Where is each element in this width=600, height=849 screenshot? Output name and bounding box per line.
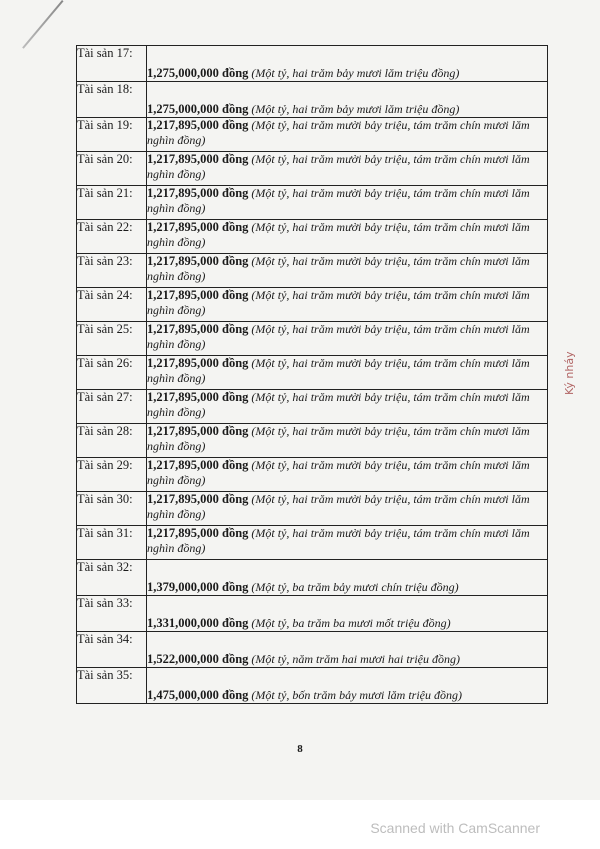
asset-label: Tài sản 21: — [77, 186, 147, 220]
asset-label: Tài sản 18: — [77, 82, 147, 118]
asset-amount: 1,217,895,000 đồng — [147, 186, 249, 200]
asset-amount: 1,331,000,000 đồng — [147, 616, 249, 630]
table-row — [77, 322, 548, 356]
margin-signature: Ký nháy — [563, 351, 576, 395]
table-row — [77, 220, 548, 254]
asset-label: Tài sản 32: — [77, 560, 147, 596]
asset-amount: 1,217,895,000 đồng — [147, 254, 249, 268]
asset-label: Tài sản 27: — [77, 390, 147, 424]
asset-amount-in-words: (Một tỷ, ba trăm ba mươi mốt triệu đồng) — [251, 616, 451, 630]
asset-label: Tài sản 22: — [77, 220, 147, 254]
asset-label: Tài sản 28: — [77, 424, 147, 458]
asset-label: Tài sản 34: — [77, 632, 147, 668]
asset-value — [147, 596, 548, 632]
asset-label: Tài sản 31: — [77, 526, 147, 560]
asset-value — [147, 492, 548, 526]
asset-value — [147, 254, 548, 288]
asset-label: Tài sản 26: — [77, 356, 147, 390]
table-row — [77, 526, 548, 560]
table-row — [77, 186, 548, 220]
asset-value — [147, 390, 548, 424]
asset-value — [147, 632, 548, 668]
table-row — [77, 596, 548, 632]
asset-amount-in-words: (Một tỷ, bốn trăm bảy mươi lăm triệu đồng) — [251, 688, 462, 702]
asset-label: Tài sản 20: — [77, 152, 147, 186]
asset-value — [147, 322, 548, 356]
table-row — [77, 152, 548, 186]
asset-amount: 1,217,895,000 đồng — [147, 492, 249, 506]
table-row — [77, 424, 548, 458]
asset-amount-in-words: (Một tỷ, hai trăm mười bảy triệu, tám trăm chín mươi lăm nghìn đồng) — [147, 526, 530, 555]
asset-amount: 1,217,895,000 đồng — [147, 152, 249, 166]
asset-amount-in-words: (Một tỷ, hai trăm mười bảy triệu, tám trăm chín mươi lăm nghìn đồng) — [147, 492, 530, 521]
asset-amount-in-words: (Một tỷ, hai trăm mười bảy triệu, tám trăm chín mươi lăm nghìn đồng) — [147, 220, 530, 249]
table-row — [77, 492, 548, 526]
table-row — [77, 356, 548, 390]
asset-value — [147, 220, 548, 254]
asset-amount-in-words: (Một tỷ, hai trăm mười bảy triệu, tám trăm chín mươi lăm nghìn đồng) — [147, 356, 530, 385]
asset-amount-in-words: (Một tỷ, hai trăm mười bảy triệu, tám trăm chín mươi lăm nghìn đồng) — [147, 322, 530, 351]
asset-amount: 1,475,000,000 đồng — [147, 688, 249, 702]
page-number: 8 — [297, 743, 303, 755]
asset-amount-in-words: (Một tỷ, hai trăm mười bảy triệu, tám trăm chín mươi lăm nghìn đồng) — [147, 288, 530, 317]
asset-amount: 1,217,895,000 đồng — [147, 118, 249, 132]
asset-value — [147, 118, 548, 152]
asset-value — [147, 356, 548, 390]
asset-amount: 1,217,895,000 đồng — [147, 458, 249, 472]
asset-amount: 1,217,895,000 đồng — [147, 288, 249, 302]
asset-value — [147, 526, 548, 560]
asset-amount: 1,217,895,000 đồng — [147, 356, 249, 370]
asset-label: Tài sản 33: — [77, 596, 147, 632]
table-row — [77, 46, 548, 82]
asset-amount: 1,379,000,000 đồng — [147, 580, 249, 594]
asset-amount: 1,217,895,000 đồng — [147, 220, 249, 234]
asset-value — [147, 46, 548, 82]
table-row — [77, 560, 548, 596]
asset-amount-in-words: (Một tỷ, hai trăm mười bảy triệu, tám trăm chín mươi lăm nghìn đồng) — [147, 458, 530, 487]
asset-label: Tài sản 17: — [77, 46, 147, 82]
asset-value — [147, 288, 548, 322]
asset-label: Tài sản 23: — [77, 254, 147, 288]
asset-label: Tài sản 29: — [77, 458, 147, 492]
asset-amount: 1,217,895,000 đồng — [147, 322, 249, 336]
table-row — [77, 390, 548, 424]
asset-label: Tài sản 30: — [77, 492, 147, 526]
asset-amount-in-words: (Một tỷ, hai trăm mười bảy triệu, tám trăm chín mươi lăm nghìn đồng) — [147, 118, 530, 147]
asset-amount-in-words: (Một tỷ, hai trăm mười bảy triệu, tám trăm chín mươi lăm nghìn đồng) — [147, 390, 530, 419]
asset-amount-in-words: (Một tỷ, hai trăm mười bảy triệu, tám trăm chín mươi lăm nghìn đồng) — [147, 152, 530, 181]
paper-fold-mark — [22, 0, 63, 49]
asset-value — [147, 458, 548, 492]
asset-value — [147, 560, 548, 596]
asset-amount-in-words: (Một tỷ, hai trăm mười bảy triệu, tám trăm chín mươi lăm nghìn đồng) — [147, 254, 530, 283]
asset-label: Tài sản 19: — [77, 118, 147, 152]
table-row — [77, 668, 548, 704]
asset-amount-in-words: (Một tỷ, hai trăm bảy mươi lăm triệu đồng) — [251, 102, 460, 116]
asset-amount-in-words: (Một tỷ, hai trăm bảy mươi lăm triệu đồng) — [251, 66, 460, 80]
asset-amount: 1,217,895,000 đồng — [147, 424, 249, 438]
table-row — [77, 118, 548, 152]
asset-amount-in-words: (Một tỷ, hai trăm mười bảy triệu, tám trăm chín mươi lăm nghìn đồng) — [147, 186, 530, 215]
asset-label: Tài sản 25: — [77, 322, 147, 356]
asset-value — [147, 668, 548, 704]
asset-label: Tài sản 24: — [77, 288, 147, 322]
asset-value — [147, 82, 548, 118]
asset-amount: 1,275,000,000 đồng — [147, 66, 249, 80]
asset-price-table — [76, 45, 548, 704]
asset-amount: 1,217,895,000 đồng — [147, 526, 249, 540]
asset-amount-in-words: (Một tỷ, ba trăm bảy mươi chín triệu đồng) — [251, 580, 459, 594]
asset-amount-in-words: (Một tỷ, hai trăm mười bảy triệu, tám trăm chín mươi lăm nghìn đồng) — [147, 424, 530, 453]
asset-amount: 1,217,895,000 đồng — [147, 390, 249, 404]
table-row — [77, 632, 548, 668]
asset-amount: 1,522,000,000 đồng — [147, 652, 249, 666]
table-row — [77, 82, 548, 118]
asset-value — [147, 152, 548, 186]
asset-amount-in-words: (Một tỷ, năm trăm hai mươi hai triệu đồng) — [251, 652, 461, 666]
table-row — [77, 288, 548, 322]
table-row — [77, 254, 548, 288]
asset-label: Tài sản 35: — [77, 668, 147, 704]
camscanner-watermark: Scanned with CamScanner — [370, 820, 540, 836]
asset-value — [147, 186, 548, 220]
table-row — [77, 458, 548, 492]
asset-value — [147, 424, 548, 458]
asset-amount: 1,275,000,000 đồng — [147, 102, 249, 116]
